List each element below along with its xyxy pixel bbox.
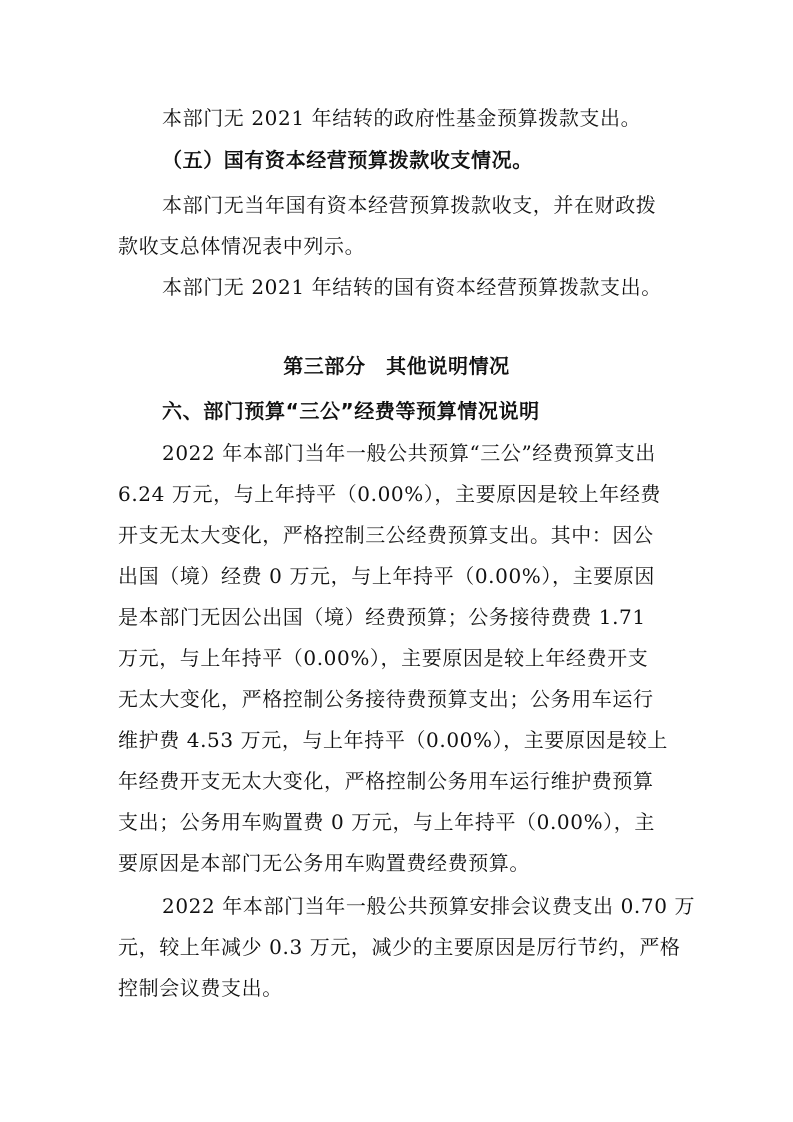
paragraph-line: 出国（境）经费 0 万元，与上年持平（0.00%），主要原因 xyxy=(118,564,655,588)
paragraph-line: 开支无太大变化，严格控制三公经费预算支出。其中：因公 xyxy=(118,523,654,547)
paragraph-line: 是本部门无因公出国（境）经费预算；公务接待费费 1.71 xyxy=(118,605,646,629)
section-heading: （五）国有资本经营预算拨款收支情况。 xyxy=(162,148,533,172)
paragraph-line: 无太大变化，严格控制公务接待费预算支出；公务用车运行 xyxy=(118,687,654,711)
paragraph-line: 2022 年本部门当年一般公共预算安排会议费支出 0.70 万 xyxy=(162,894,696,918)
section-heading: 六、部门预算“三公”经费等预算情况说明 xyxy=(162,399,540,423)
paragraph-line: 本部门无 2021 年结转的国有资本经营预算拨款支出。 xyxy=(162,275,662,299)
paragraph-line: 要原因是本部门无公务用车购置费经费预算。 xyxy=(118,851,530,875)
paragraph-line: 本部门无 2021 年结转的政府性基金预算拨款支出。 xyxy=(162,106,642,130)
paragraph-line: 6.24 万元，与上年持平（0.00%），主要原因是较上年经费 xyxy=(118,482,662,506)
paragraph-line: 本部门无当年国有资本经营预算拨款收支，并在财政拨 xyxy=(162,193,657,217)
paragraph-line: 2022 年本部门当年一般公共预算“三公”经费预算支出 xyxy=(162,441,656,465)
paragraph-line: 维护费 4.53 万元，与上年持平（0.00%），主要原因是较上 xyxy=(118,728,668,752)
part-title: 第三部分 其他说明情况 xyxy=(283,354,510,378)
paragraph-line: 控制会议费支出。 xyxy=(118,976,283,1000)
paragraph-line: 支出；公务用车购置费 0 万元，与上年持平（0.00%），主 xyxy=(118,810,655,834)
paragraph-line: 元，较上年减少 0.3 万元，减少的主要原因是厉行节约，严格 xyxy=(118,935,681,959)
paragraph-line: 款收支总体情况表中列示。 xyxy=(118,234,366,258)
paragraph-line: 年经费开支无太大变化，严格控制公务用车运行维护费预算 xyxy=(118,769,654,793)
paragraph-line: 万元，与上年持平（0.00%），主要原因是较上年经费开支 xyxy=(118,646,649,670)
